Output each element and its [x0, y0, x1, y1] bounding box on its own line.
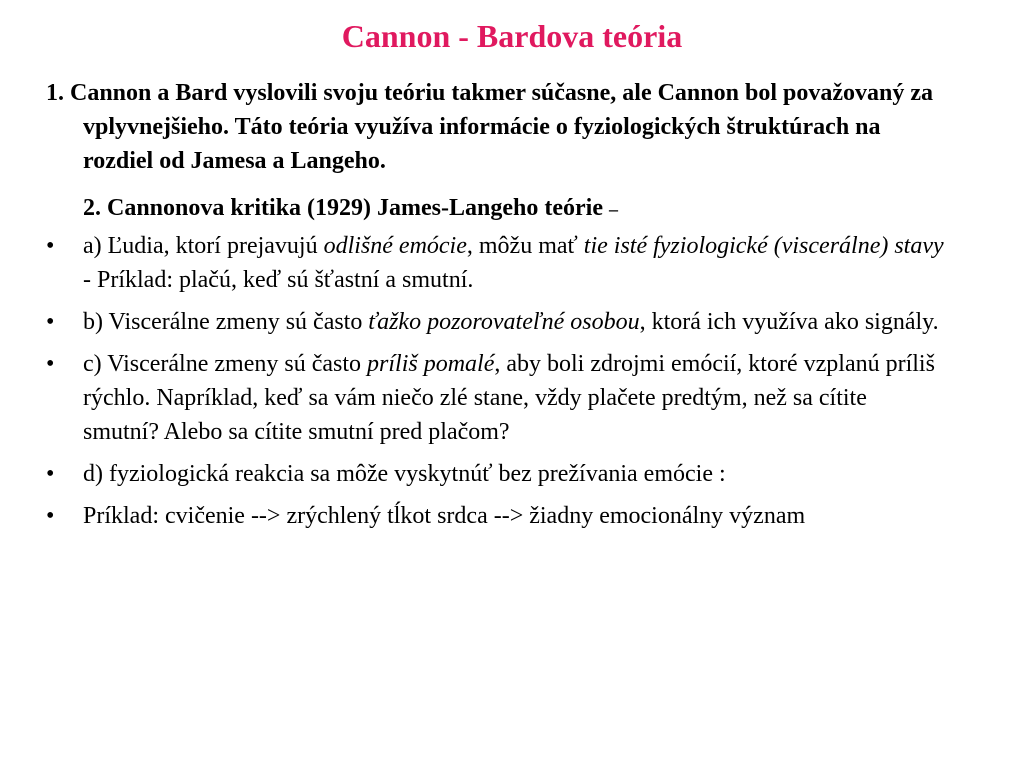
bullet-a-emphasis-1: odlišné emócie: [323, 233, 467, 259]
bullet-item-example: [46, 499, 946, 533]
bullet-b-text-2: , ktorá ich využíva ako signály.: [639, 309, 939, 335]
bullet-item-a: [46, 229, 946, 297]
bullet-list: [46, 229, 946, 533]
bullet-c-emphasis: príliš pomalé: [367, 351, 495, 377]
bullet-item-b: [46, 305, 946, 339]
bullet-icon: •: [46, 309, 55, 335]
bullet-a-emphasis-2: tie isté fyziologické (viscerálne) stavy: [583, 233, 944, 259]
bullet-a-text-2: , môžu mať: [466, 233, 584, 259]
point-2-text: 2. Cannonova kritika (1929) James-Langeho teórie: [83, 195, 603, 221]
point-2-dash: –: [608, 199, 618, 219]
bullet-example-text: Príklad: cvičenie --> zrýchlený tĺkot srdca --> žiadny emocionálny význam: [83, 503, 806, 529]
bullet-icon: •: [46, 461, 55, 487]
bullet-b-text-1: b) Viscerálne zmeny sú často: [83, 309, 369, 335]
bullet-a-text-1: a) Ľudia, ktorí prejavujú: [83, 233, 324, 259]
bullet-d-text: d) fyziologická reakcia sa môže vyskytnúť bez prežívania emócie :: [83, 461, 726, 487]
bullet-item-c: [46, 347, 946, 449]
bullet-a-text-3: - Príklad: plačú, keď sú šťastní a smutní.: [83, 267, 474, 293]
bullet-icon: •: [46, 503, 55, 529]
slide-content: [46, 76, 946, 541]
point-1-text: 1. Cannon a Bard vyslovili svoju teóriu takmer súčasne, ale Cannon bol považovaný za vplyvnejšieho. Táto teória využíva informácie o fyziologických štruktúrach na rozdiel od Jamesa a Langeho.: [46, 80, 933, 174]
bullet-item-d: [46, 457, 946, 491]
bullet-icon: •: [46, 233, 55, 259]
slide-title: Cannon - Bardova teória: [341, 18, 683, 54]
bullet-b-emphasis: ťažko pozorovateľné osobou: [368, 309, 640, 335]
bullet-c-text-2: , aby boli zdrojmi emócií, ktoré vzplanú príliš rýchlo. Napríklad, keď sa vám niečo zlé stane, vždy plačete predtým, než sa cítite smutní? Alebo sa cítite smutní pred plačom?: [83, 351, 935, 445]
point-2-heading: [46, 191, 946, 226]
bullet-c-text-1: c) Viscerálne zmeny sú často: [83, 351, 368, 377]
bullet-icon: •: [46, 351, 55, 377]
